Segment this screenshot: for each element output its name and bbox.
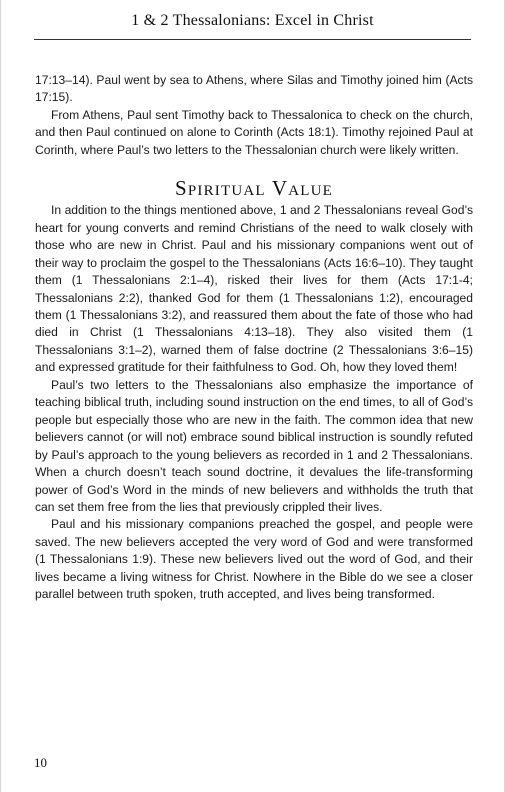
section-heading: Spiritual Value bbox=[174, 176, 334, 201]
paragraph-spiritual-value-1: In addition to the things mentioned above, 1 and 2 Thessalonians reveal God’s heart for young converts and remind Christians of the need to walk closely with those who are new in Christ. Paul and his missionary companions went out of their way to proclaim the gospel to the Thessalonians (Acts 16:6–10). They taught them (1 Thessalonians 2:1–4), risked their lives for them (Acts 17:1-4; Thessalonians 2:2), thanked God for them (1 Thessalonians 1:2), encouraged them (1 Thessalonians 3:2), and reassured them about the fate of those who had died in Christ (1 Thessalonians 4:13–18). They also visited them (1 Thessalonians 3:1–2), warned them of false doctrine (2 Thessalonians 3:6–15) and expressed gratitude for their faithfulness to God. Oh, how they loved them! bbox=[35, 203, 473, 375]
running-head: 1 & 2 Thessalonians: Excel in Christ bbox=[131, 12, 374, 29]
paragraph-spiritual-value-3: Paul and his missionary companions preached the gospel, and people were saved. The new believers accepted the very word of God and were transformed (1 Thessalonians 1:9). These new believers lived out the word of God, and their lives became a living witness for Christ. Nowhere in the Bible do we see a closer parallel between truth spoken, truth accepted, and lives being transformed. bbox=[35, 517, 473, 602]
paragraph-continued: 17:13–14). Paul went by sea to Athens, where Silas and Timothy joined him (Acts 17:15). bbox=[35, 73, 473, 105]
header-rule bbox=[34, 39, 471, 40]
paragraph-athens: From Athens, Paul sent Timothy back to Thessalonica to check on the church, and then Paul continued on alone to Corinth (Acts 18:1). Timothy rejoined Paul at Corinth, where Paul’s two letters to the Thessalonian church were likely written. bbox=[35, 107, 473, 157]
paragraph-spiritual-value-2: Paul’s two letters to the Thessalonians also emphasize the importance of teaching biblical truth, including sound instruction on the end times, to all of God’s people but especially those who are new in the faith. The common idea that new believers cannot (or will not) embrace sound biblical instruction is soundly refuted by Paul’s approach to the young believers as recorded in 1 and 2 Thessalonians. When a church doesn’t teach sound doctrine, it devalues the life-transforming power of God’s Word in the minds of new believers and withholds the truth that can set them free from the lies that previously crippled their lives. bbox=[35, 377, 473, 514]
page-body bbox=[35, 72, 473, 604]
page-number: 10 bbox=[34, 755, 47, 770]
